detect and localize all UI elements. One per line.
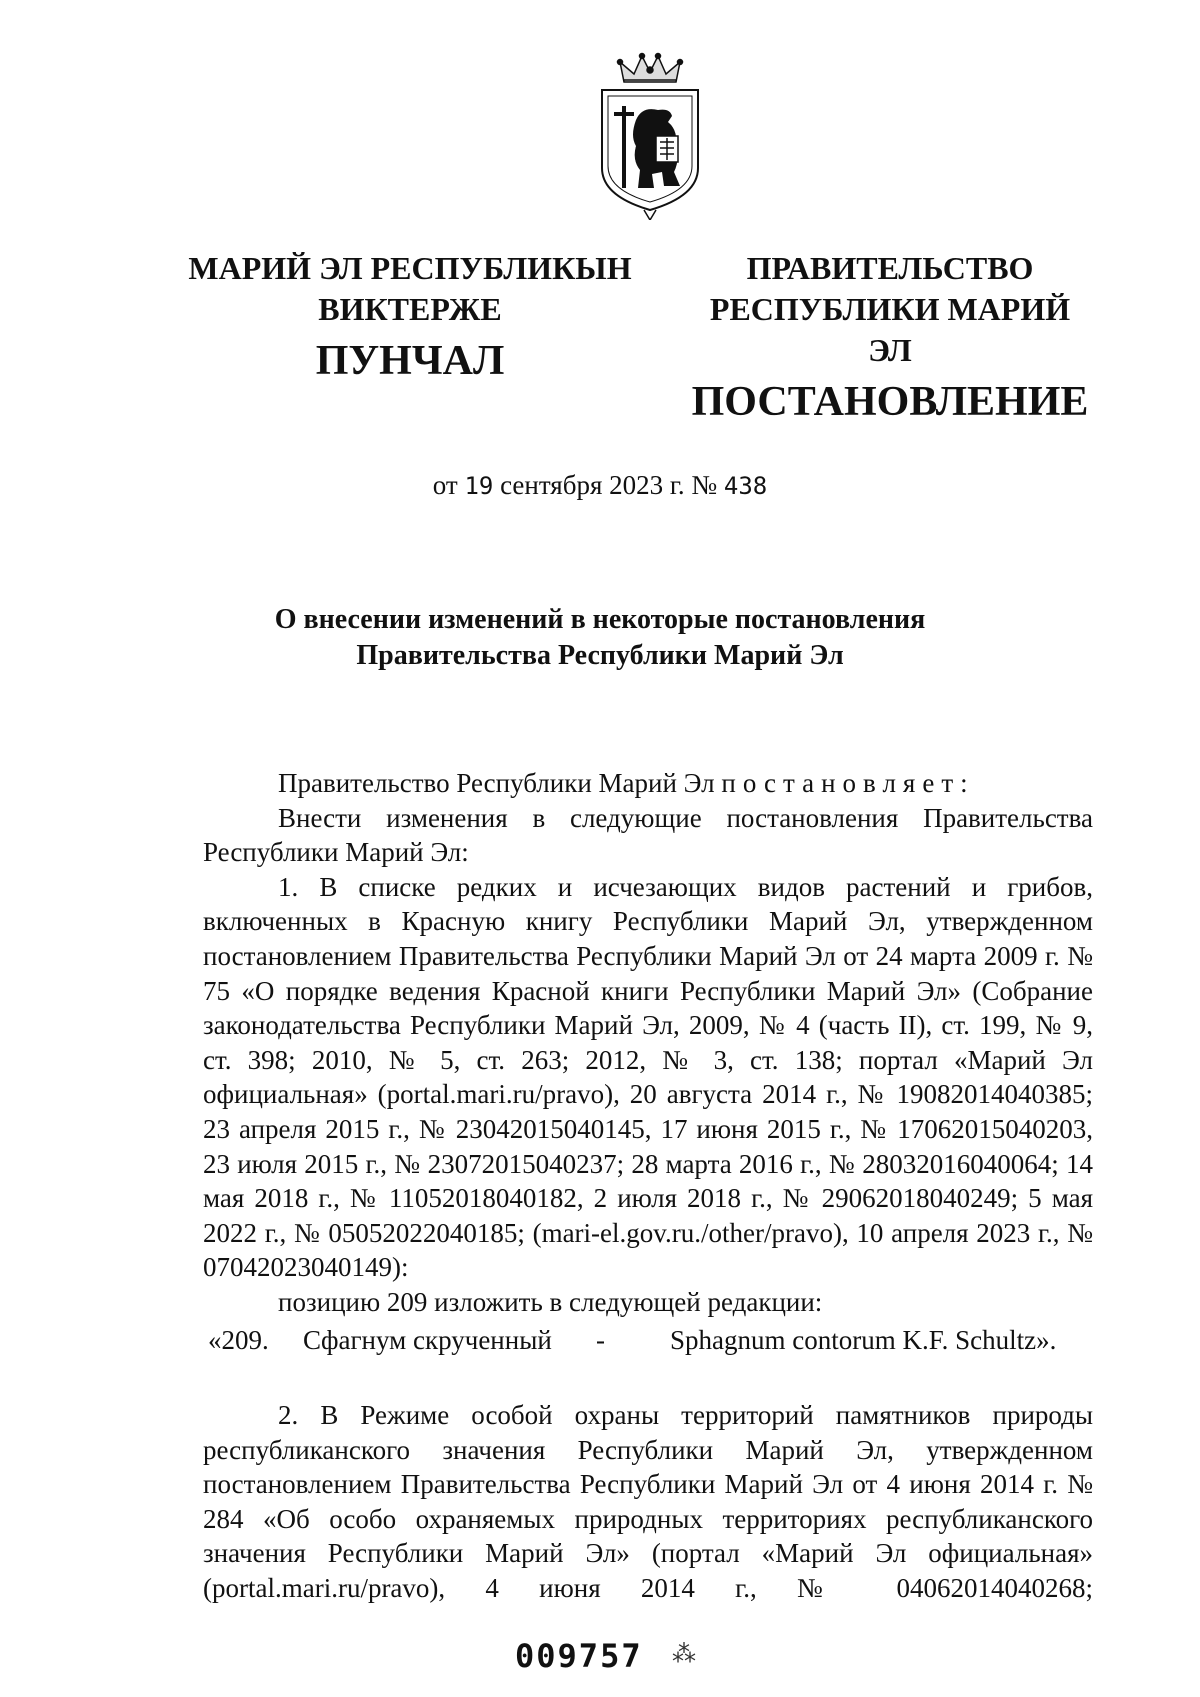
document-date-line [0,470,1200,501]
header-right-line1: ПРАВИТЕЛЬСТВО [746,250,1034,286]
paragraph-item-1: 1. В списке редких и исчезающих видов растений и грибов, включенных в Красную книгу Республики Марий Эл, утвержденном постановлением Правительства Республики Марий Эл от 24 марта 2009 г. № 75 «О порядке ведения Красной книги Республики Марий Эл» (Собрание законодательства Республики Марий Эл, 2009, № 4 (часть II), ст. 199, № 9, ст. 398; 2010, № 5, ст. 263; 2012, № 3, ст. 138; портал «Марий Эл официальная» (portal.mari.ru/pravo), 20 августа 2014 г., № 19082014040385; 23 апреля 2015 г., № 23042015040145, 17 июня 2015 г., № 17062015040203, 23 июля 2015 г., № 23072015040237; 28 марта 2016 г., № 28032016040064; 14 мая 2018 г., № 11052018040182, 2 июля 2018 г., № 29062018040249; 5 мая 2022 г., № 05052022040185; (mari-el.gov.ru./other/pravo), 10 апреля 2023 г., № 07042023040149): [203,871,1093,1283]
coat-of-arms-icon [594,50,706,220]
position-dash: - [596,1325,605,1355]
position-name-ru: Сфагнум скрученный [303,1325,552,1355]
title-line1: О внесении изменений в некоторые постановления [274,604,926,635]
paragraph-enacting [203,766,1093,801]
header-left-line1: МАРИЙ ЭЛ РЕСПУБЛИКЫН [188,250,632,286]
stamp-mark-icon: ⁂ [672,1640,696,1668]
enacting-word: постановляет: [721,768,975,798]
paragraph-instruction: позицию 209 изложить в следующей редакции: [278,1286,823,1317]
position-name-lat: Sphagnum contorum K.F. Schultz». [670,1325,1057,1355]
title-line2: Правительства Республики Марий Эл [356,640,844,671]
document-body [203,766,1093,1320]
document-title [0,602,1200,674]
document-body-continued [203,1398,1093,1606]
date-day: 19 [464,472,494,500]
header-left-line2: ВИКТЕРЖЕ [318,291,502,327]
header-mari-block [180,248,640,386]
date-month-year: сентября 2023 г. № [500,470,718,500]
paragraph-intro: Внести изменения в следующие постановления Правительства Республики Марий Эл: [203,802,1093,868]
header-right-line2: РЕСПУБЛИКИ МАРИЙ ЭЛ [709,291,1071,368]
date-prefix: от [432,470,458,500]
enacting-lead: Правительство Республики Марий Эл [278,768,722,798]
header-right-doc-type: ПОСТАНОВЛЕНИЕ [691,379,1089,425]
header-left-doc-type: ПУНЧАЛ [315,338,505,384]
document-number: 438 [723,472,768,500]
header-russian-block [690,248,1090,427]
position-number: «209. [208,1325,269,1355]
paragraph-item-2: 2. В Режиме особой охраны территорий памятников природы республиканского значения Республики Марий Эл, утвержденном постановлением Правительства Республики Марий Эл от 4 июня 2014 г. № 284 «Об особо охраняемых природных территориях республиканского значения Республики Марий Эл» (портал «Марий Эл официальная» (portal.mari.ru/pravo), 4 июня 2014 г., № 04062014040268; [203,1400,1093,1603]
serial-number: 009757 [515,1637,643,1675]
